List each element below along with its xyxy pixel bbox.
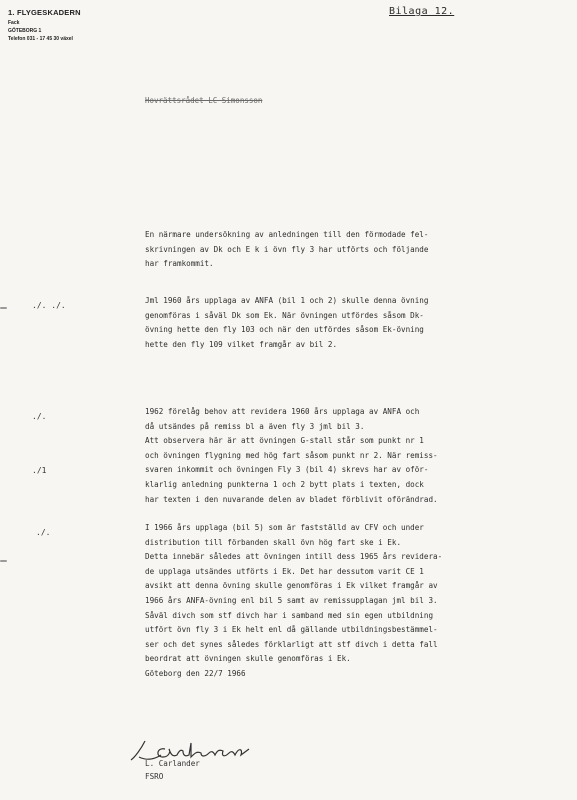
letterhead-org: 1. FLYGESKADERN xyxy=(8,8,81,17)
text-line: 1966 års ANFA-övning enl bil 5 samt av remissupplagan jml bil 3. xyxy=(145,595,438,605)
letterhead-line: Telefon 031 - 17 45 30 växel xyxy=(8,36,73,42)
punch-hole-mark xyxy=(0,307,7,309)
text-line: skrivningen av Dk och E k i övn fly 3 har utförts och följande xyxy=(145,244,429,254)
text-line: genomföras i såväl Dk som Ek. När övningen utfördes såsom Dk- xyxy=(145,310,424,320)
paragraph-1 xyxy=(145,228,570,272)
text-line: Att observera här är att övningen G-stall står som punkt nr 1 xyxy=(145,436,424,446)
signer-block xyxy=(145,757,200,783)
attachment-label: Bilaga 12. xyxy=(389,6,455,17)
paragraph-2 xyxy=(145,294,570,352)
text-line: har texten i den nuvarande delen av bladet förblivit oförändrad. xyxy=(145,494,438,504)
text-line: Såväl divch som stf divch har i samband med sin egen utbildning xyxy=(145,610,434,620)
punch-hole-mark xyxy=(0,560,7,562)
text-line: och övningen flygning med hög fart såsom punkt nr 2. När remiss- xyxy=(145,450,438,460)
text-line: då utsändes på remiss bl a även fly 3 jml bil 3. xyxy=(145,421,365,431)
text-line: hette den fly 109 vilket framgår av bil 2. xyxy=(145,339,338,349)
margin-mark: ./. xyxy=(36,528,51,537)
text-line: I 1966 års upplaga (bil 5) som är fastställd av CFV och under xyxy=(145,523,424,532)
text-line: avsikt att denna övning skulle genomföras i Ek vilket framgår av xyxy=(145,581,438,591)
letterhead xyxy=(8,8,81,43)
text-line: de upplaga utsändes utförts i Ek. Det har dessutom varit CE 1 xyxy=(145,566,424,576)
text-line: beordrat att övningen skulle genomföras i Ek. xyxy=(145,654,351,664)
signer-title: FSRO xyxy=(145,772,164,781)
text-line: En närmare undersökning av anledningen till den förmodade fel- xyxy=(145,230,429,239)
margin-mark: ./. xyxy=(32,412,47,421)
text-line: Detta innebär således att övningen intill dess 1965 års revidera- xyxy=(145,552,443,562)
text-line: ser och det synes således förklarligt att stf divch i detta fall xyxy=(145,639,438,649)
crossed-out-addressee: Hovrättsrådet LC Simonsson xyxy=(145,96,263,105)
margin-mark: ./1 xyxy=(32,466,47,475)
text-line: svaren inkommit och övningen Fly 3 (bil 4) skrevs har av oför- xyxy=(145,465,429,475)
text-line: Jml 1960 års upplaga av ANFA (bil 1 och 2) skulle denna övning xyxy=(145,296,429,305)
paragraph-3 xyxy=(145,405,570,507)
signer-name: L. Carlander xyxy=(145,759,200,768)
paragraph-4 xyxy=(145,521,570,682)
letterhead-line: GÖTEBORG 1 xyxy=(8,28,42,34)
text-line: 1962 förelåg behov att revidera 1960 års upplaga av ANFA och xyxy=(145,407,420,416)
text-line: har framkommit. xyxy=(145,259,214,269)
margin-mark: ./. ./. xyxy=(32,301,66,310)
place-date: Göteborg den 22/7 1966 xyxy=(145,668,246,678)
text-line: klarlig anledning punkterna 1 och 2 bytt plats i texten, dock xyxy=(145,479,424,489)
text-line: utfört övn fly 3 i Ek helt enl då gällande utbildningsbestämmel- xyxy=(145,625,438,635)
text-line: distribution till förbanden skall övn hög fart ske i Ek. xyxy=(145,537,402,547)
text-line: övning hette den fly 103 och när den utfördes såsom Ek-övning xyxy=(145,325,424,335)
letterhead-line: Fack xyxy=(8,20,20,26)
